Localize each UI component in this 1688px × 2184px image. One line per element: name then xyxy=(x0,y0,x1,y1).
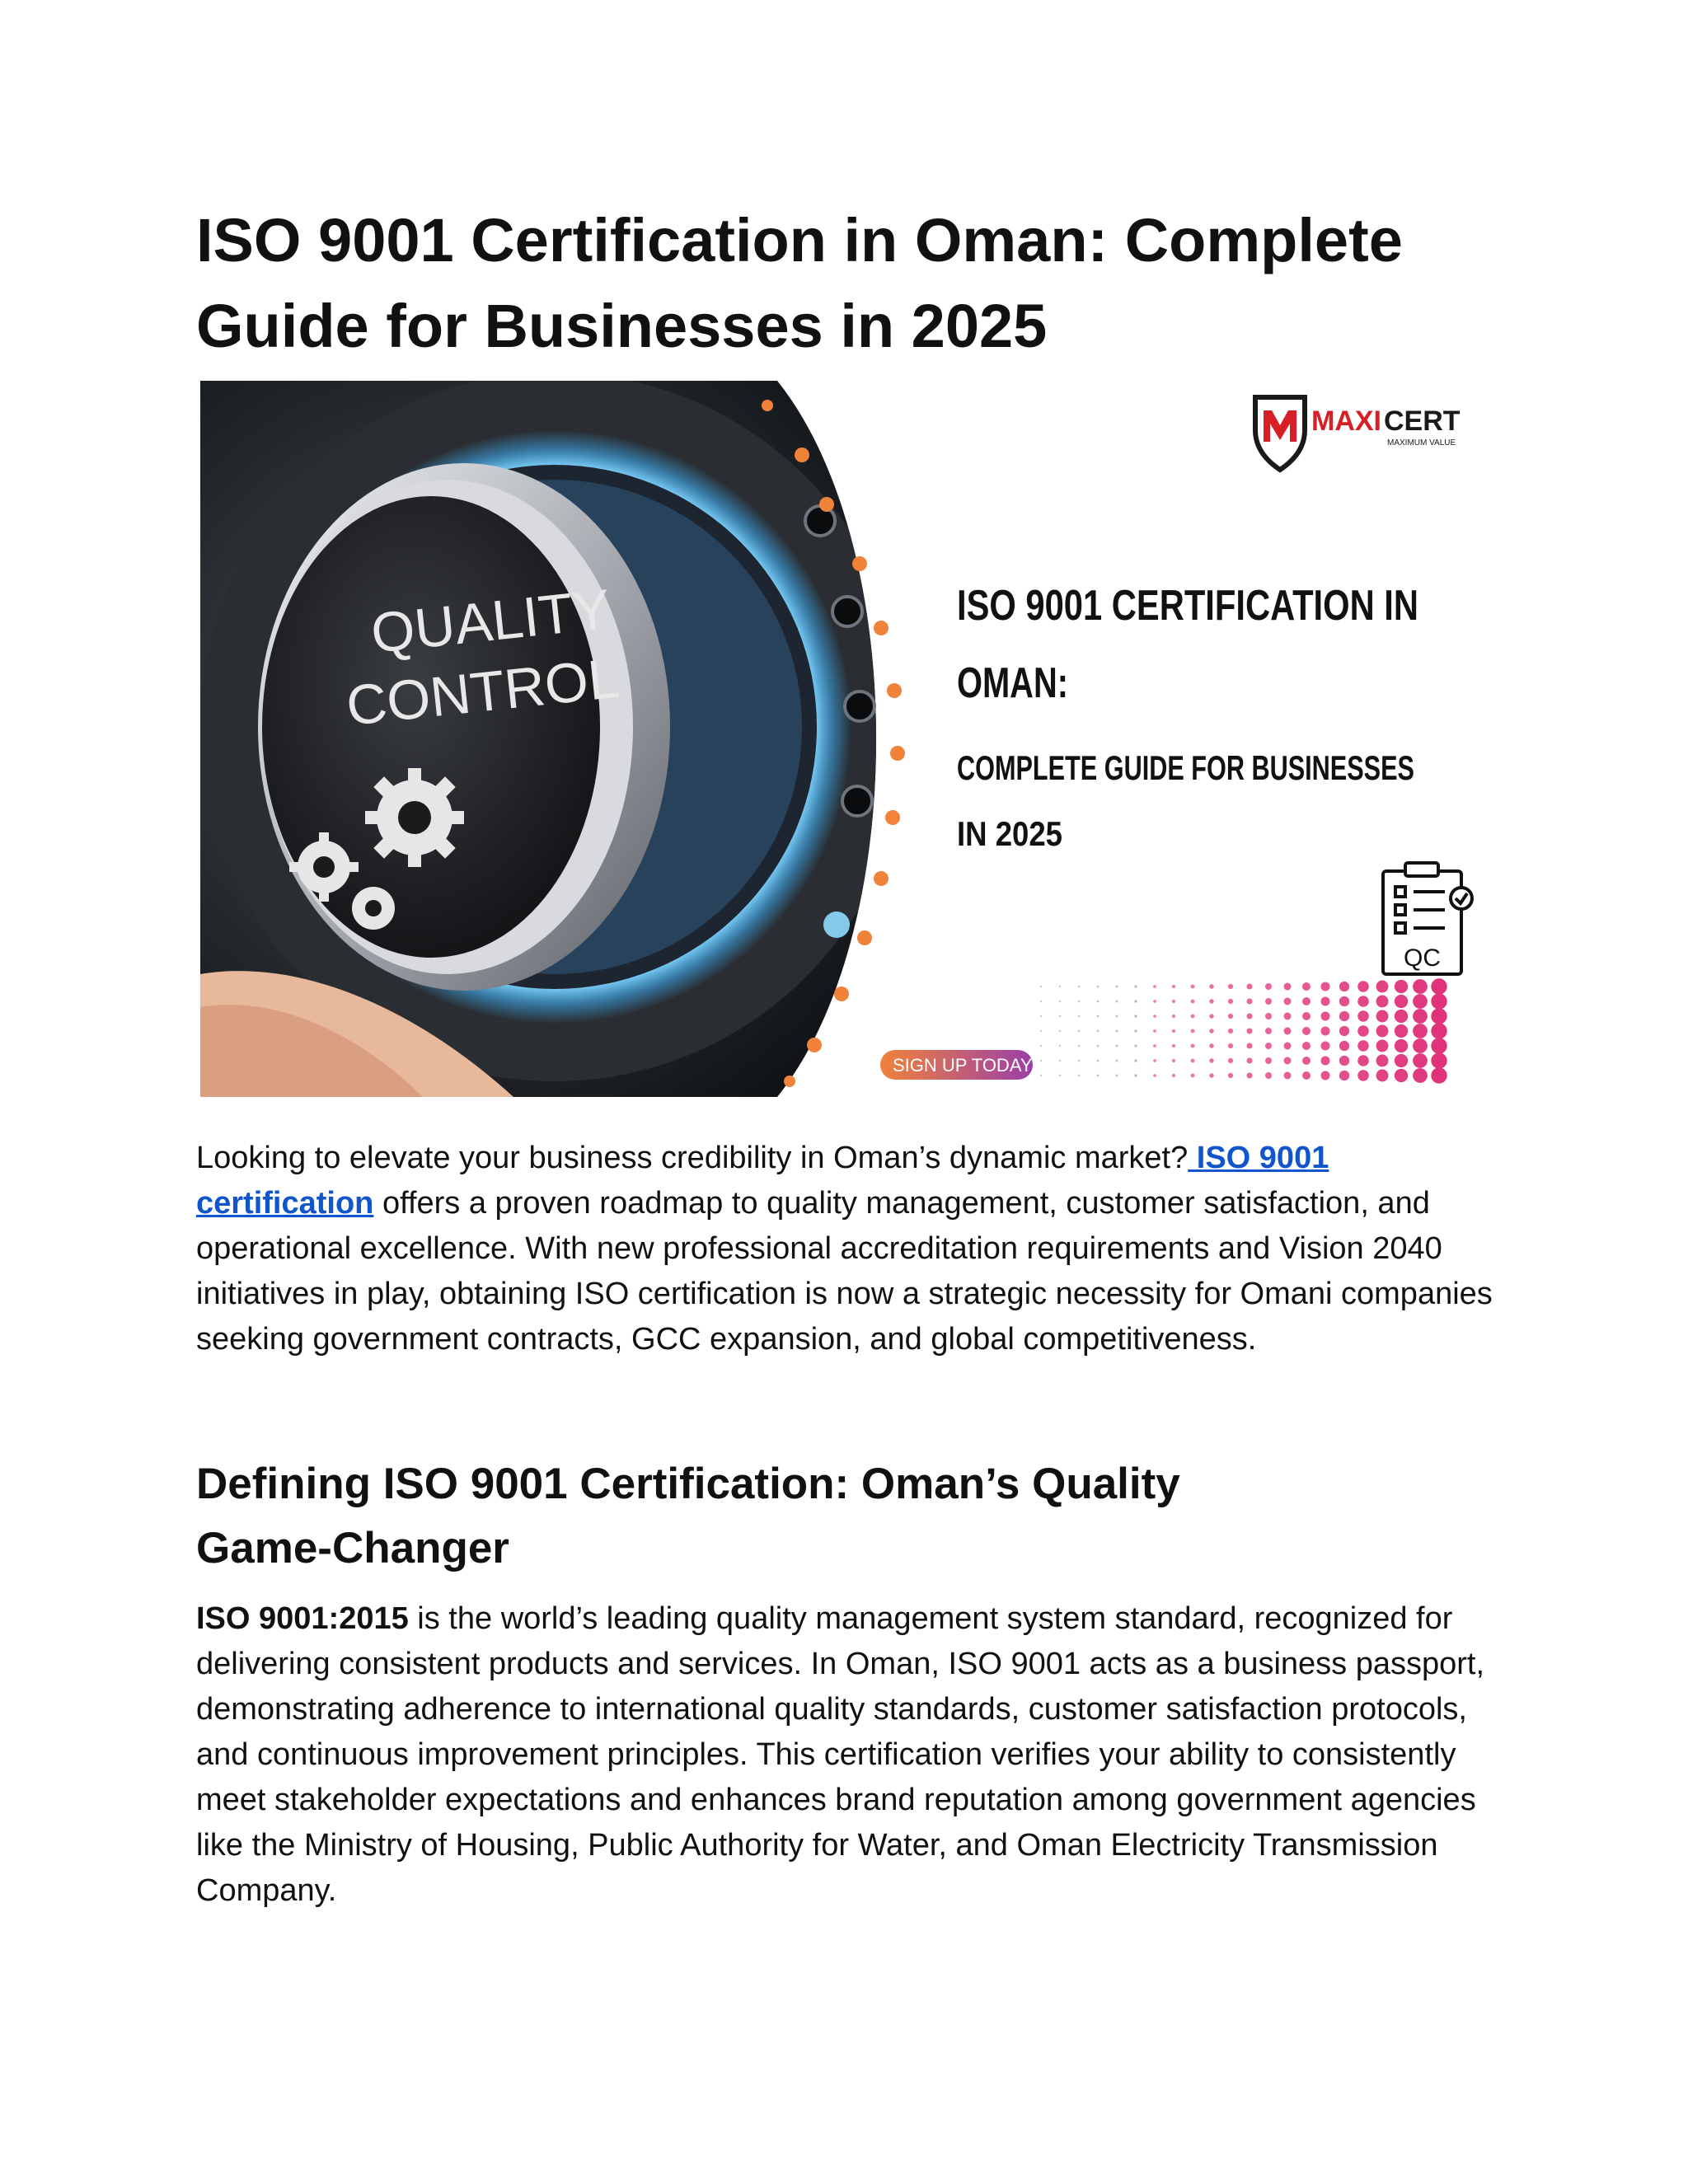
halftone-dot xyxy=(1431,1052,1447,1068)
halftone-dot xyxy=(1246,1043,1252,1048)
halftone-dot xyxy=(1431,978,1447,994)
halftone-dot xyxy=(1153,1015,1156,1018)
halftone-dot xyxy=(1097,1001,1100,1003)
halftone-dot xyxy=(1339,1026,1349,1036)
halftone-dot xyxy=(1302,997,1311,1005)
halftone-dot xyxy=(1395,1069,1408,1082)
halftone-dot xyxy=(1284,998,1292,1005)
iso-9001-2015-term: ISO 9001:2015 xyxy=(196,1601,409,1636)
halftone-dot xyxy=(1339,1041,1349,1051)
halftone-dot xyxy=(1228,999,1233,1004)
halftone-dot xyxy=(1376,1025,1389,1038)
halftone-dot xyxy=(1097,1075,1100,1077)
halftone-dot xyxy=(1209,1043,1214,1048)
halftone-dot xyxy=(1246,983,1252,989)
halftone-dot xyxy=(1413,1024,1428,1038)
halftone-dot xyxy=(1284,1057,1292,1065)
halftone-dot xyxy=(1431,1008,1447,1024)
halftone-dot xyxy=(1115,1059,1118,1062)
halftone-dot xyxy=(1395,995,1408,1008)
halftone-dot xyxy=(1376,981,1389,993)
halftone-dot xyxy=(1134,1059,1137,1062)
halftone-dot xyxy=(1059,986,1061,987)
halftone-dot xyxy=(1228,1043,1233,1048)
halftone-dot xyxy=(1115,1015,1118,1017)
halftone-dot xyxy=(1376,1040,1389,1052)
halftone-dot xyxy=(1059,1030,1061,1032)
halftone-dot xyxy=(1357,1070,1369,1081)
halftone-dot xyxy=(1078,1001,1081,1003)
halftone-dot xyxy=(1302,1057,1311,1065)
intro-prefix: Looking to elevate your business credibility in Oman’s dynamic market? xyxy=(196,1141,1189,1175)
maxicert-logo xyxy=(1255,397,1461,470)
qc-label: QC xyxy=(1404,944,1441,972)
halftone-dot xyxy=(1376,1055,1389,1067)
halftone-dot xyxy=(1097,1015,1100,1018)
halftone-dot xyxy=(1153,985,1156,988)
brand-tagline: MAXIMUM VALUE xyxy=(1387,438,1456,448)
halftone-dot xyxy=(1357,1025,1369,1037)
halftone-dot xyxy=(1115,1044,1118,1047)
halftone-dot xyxy=(1302,982,1311,991)
halftone-dot xyxy=(1115,985,1118,987)
halftone-dot xyxy=(1413,994,1428,1009)
halftone-dot xyxy=(1191,1074,1195,1078)
halftone-dot xyxy=(1431,1038,1447,1053)
halftone-dot xyxy=(1228,1014,1233,1019)
hero-banner xyxy=(200,381,1476,1097)
halftone-dot xyxy=(1431,993,1447,1009)
banner-heading-line2: OMAN: xyxy=(957,659,1068,707)
banner-heading-line1: ISO 9001 CERTIFICATION IN xyxy=(957,582,1418,630)
halftone-dot xyxy=(1209,1014,1214,1019)
halftone-dot xyxy=(1097,1045,1100,1047)
quality-control-knob-photo xyxy=(200,373,942,1097)
halftone-dot xyxy=(1302,1042,1311,1050)
halftone-dot xyxy=(1228,1058,1233,1063)
halftone-dot xyxy=(1302,1012,1311,1020)
halftone-dot xyxy=(1284,983,1292,991)
halftone-dot xyxy=(1040,1075,1042,1076)
halftone-dot xyxy=(1078,1030,1081,1033)
halftone-dot xyxy=(1357,981,1369,992)
halftone-dot xyxy=(1172,1059,1175,1062)
halftone-dot xyxy=(1320,1056,1329,1065)
section-body-text: is the world’s leading quality management system standard, recognized for delivering consistent products and services. In Oman, ISO 9001 acts as a business passport, demonstrating adherence to international quality standards, customer satisfaction protocols, and continuous improvement principles. This certification verifies your ability to consistently meet stakeholder expectations and enhances brand reputation among government agencies like the Ministry of Housing, Public Authority for Water, and Oman Electricity Transmission Company. xyxy=(196,1601,1485,1908)
halftone-dot xyxy=(1059,1060,1061,1062)
halftone-dot xyxy=(1246,1013,1252,1019)
banner-sub-line2: IN 2025 xyxy=(957,814,1062,853)
halftone-dot-pattern xyxy=(1040,978,1447,1083)
halftone-dot xyxy=(1413,1068,1428,1083)
halftone-dot xyxy=(1228,1073,1233,1078)
halftone-dot xyxy=(1246,1028,1252,1033)
halftone-dot xyxy=(1134,1029,1137,1032)
halftone-dot xyxy=(1059,1015,1061,1017)
halftone-dot xyxy=(1172,1029,1175,1033)
halftone-dot xyxy=(1320,1071,1329,1080)
cta-label: SIGN UP TODAY xyxy=(893,1055,1033,1076)
halftone-dot xyxy=(1265,1043,1272,1049)
halftone-dot xyxy=(1357,1055,1369,1066)
halftone-dot xyxy=(1284,1028,1292,1035)
halftone-dot xyxy=(1209,984,1214,989)
halftone-dot xyxy=(1357,996,1369,1007)
halftone-dot xyxy=(1134,985,1137,987)
halftone-dot xyxy=(1153,1029,1156,1033)
halftone-dot xyxy=(1246,1072,1252,1078)
halftone-dot xyxy=(1395,1024,1408,1038)
intro-paragraph xyxy=(196,1136,1498,1362)
halftone-dot xyxy=(1320,1041,1329,1050)
halftone-dot xyxy=(1265,1057,1272,1064)
knob-label-control: CONTROL xyxy=(343,646,623,738)
halftone-dot xyxy=(1320,1011,1329,1020)
section-heading: Defining ISO 9001 Certification: Oman’s Quality Game-Changer xyxy=(196,1460,1180,1572)
halftone-dot xyxy=(1172,1074,1175,1077)
halftone-dot xyxy=(1228,984,1233,989)
halftone-dot xyxy=(1040,1060,1042,1062)
halftone-dot xyxy=(1040,1030,1042,1032)
halftone-dot xyxy=(1431,1067,1447,1083)
halftone-dot xyxy=(1172,1015,1175,1018)
halftone-dot xyxy=(1265,1013,1272,1019)
halftone-dot xyxy=(1209,999,1214,1004)
brand-maxi: MAXI xyxy=(1311,405,1381,437)
halftone-dot xyxy=(1246,998,1252,1004)
halftone-dot xyxy=(1395,1039,1408,1052)
halftone-dot xyxy=(1191,1029,1195,1033)
halftone-dot xyxy=(1059,1001,1061,1002)
halftone-dot xyxy=(1376,1070,1389,1082)
halftone-dot xyxy=(1115,1000,1118,1002)
halftone-dot xyxy=(1078,1045,1081,1047)
halftone-dot xyxy=(1395,1010,1408,1023)
halftone-dot xyxy=(1134,1000,1137,1002)
halftone-dot xyxy=(1191,1059,1195,1063)
halftone-dot xyxy=(1097,1060,1100,1062)
halftone-dot xyxy=(1395,980,1408,993)
halftone-dot xyxy=(1265,1028,1272,1034)
halftone-dot xyxy=(1320,1026,1329,1035)
halftone-dot xyxy=(1357,1040,1369,1052)
halftone-dot xyxy=(1246,1057,1252,1063)
halftone-dot xyxy=(1339,982,1349,991)
halftone-dot xyxy=(1209,1073,1214,1078)
halftone-dot xyxy=(1413,979,1428,994)
halftone-dot xyxy=(1284,1013,1292,1020)
halftone-dot xyxy=(1302,1071,1311,1080)
section-body xyxy=(196,1596,1498,1914)
halftone-dot xyxy=(1265,1072,1272,1079)
halftone-dot xyxy=(1153,1044,1156,1047)
intro-suffix: offers a proven roadmap to quality management, customer satisfaction, and operational excellence. With new professional accreditation requirements and Vision 2040 initiatives in play, obtaining ISO certification is now a strategic necessity for Omani companies seeking government contracts, GCC expansion, and global competitiveness. xyxy=(196,1186,1493,1357)
halftone-dot xyxy=(1209,1058,1214,1063)
halftone-dot xyxy=(1320,996,1329,1005)
halftone-dot xyxy=(1040,1045,1042,1047)
halftone-dot xyxy=(1191,1000,1195,1004)
halftone-dot xyxy=(1040,1015,1042,1017)
halftone-dot xyxy=(1209,1029,1214,1033)
halftone-dot xyxy=(1191,1015,1195,1019)
halftone-dot xyxy=(1320,982,1329,991)
halftone-dot xyxy=(1265,998,1272,1005)
halftone-dot xyxy=(1339,1011,1349,1021)
halftone-dot xyxy=(1265,983,1272,990)
halftone-dot xyxy=(1040,986,1042,987)
halftone-dot xyxy=(1395,1054,1408,1067)
halftone-dot xyxy=(1134,1074,1137,1076)
article-title: ISO 9001 Certification in Oman: Complete Guide for Businesses in 2025 xyxy=(196,206,1403,360)
halftone-dot xyxy=(1172,985,1175,988)
halftone-dot xyxy=(1115,1074,1118,1076)
halftone-dot xyxy=(1153,1059,1156,1062)
halftone-dot xyxy=(1431,1023,1447,1038)
halftone-dot xyxy=(1059,1075,1061,1076)
halftone-dot xyxy=(1302,1027,1311,1035)
halftone-dot xyxy=(1376,996,1389,1008)
halftone-dot xyxy=(1097,1030,1100,1033)
halftone-dot xyxy=(1153,1000,1156,1003)
halftone-dot xyxy=(1376,1010,1389,1023)
halftone-dot xyxy=(1339,1056,1349,1066)
halftone-dot xyxy=(1357,1010,1369,1022)
halftone-dot xyxy=(1078,1015,1081,1018)
halftone-dot xyxy=(1339,1071,1349,1080)
halftone-dot xyxy=(1413,1009,1428,1024)
banner-sub-line1: COMPLETE GUIDE FOR BUSINESSES xyxy=(957,748,1414,787)
halftone-dot xyxy=(1228,1029,1233,1033)
halftone-dot xyxy=(1153,1074,1156,1077)
halftone-dot xyxy=(1059,1045,1061,1047)
halftone-dot xyxy=(1172,1000,1175,1003)
halftone-dot xyxy=(1284,1043,1292,1050)
halftone-dot xyxy=(1413,1053,1428,1068)
halftone-dot xyxy=(1339,996,1349,1006)
halftone-dot xyxy=(1078,986,1081,988)
halftone-dot xyxy=(1097,986,1100,988)
halftone-dot xyxy=(1413,1038,1428,1053)
iso-9001-certification-link[interactable]: ISO 9001 certification xyxy=(196,1141,1329,1221)
sign-up-today-button[interactable] xyxy=(880,1050,1033,1080)
halftone-dot xyxy=(1134,1015,1137,1017)
halftone-dot xyxy=(1284,1072,1292,1080)
halftone-dot xyxy=(1078,1060,1081,1062)
knob-label-quality: QUALITY xyxy=(368,577,613,665)
halftone-dot xyxy=(1172,1044,1175,1047)
brand-cert: CERT xyxy=(1384,405,1461,437)
halftone-dot xyxy=(1134,1044,1137,1047)
halftone-dot xyxy=(1115,1029,1118,1032)
halftone-dot xyxy=(1191,1044,1195,1048)
halftone-dot xyxy=(1078,1075,1081,1077)
halftone-dot xyxy=(1040,1001,1042,1002)
halftone-dot xyxy=(1191,985,1195,989)
